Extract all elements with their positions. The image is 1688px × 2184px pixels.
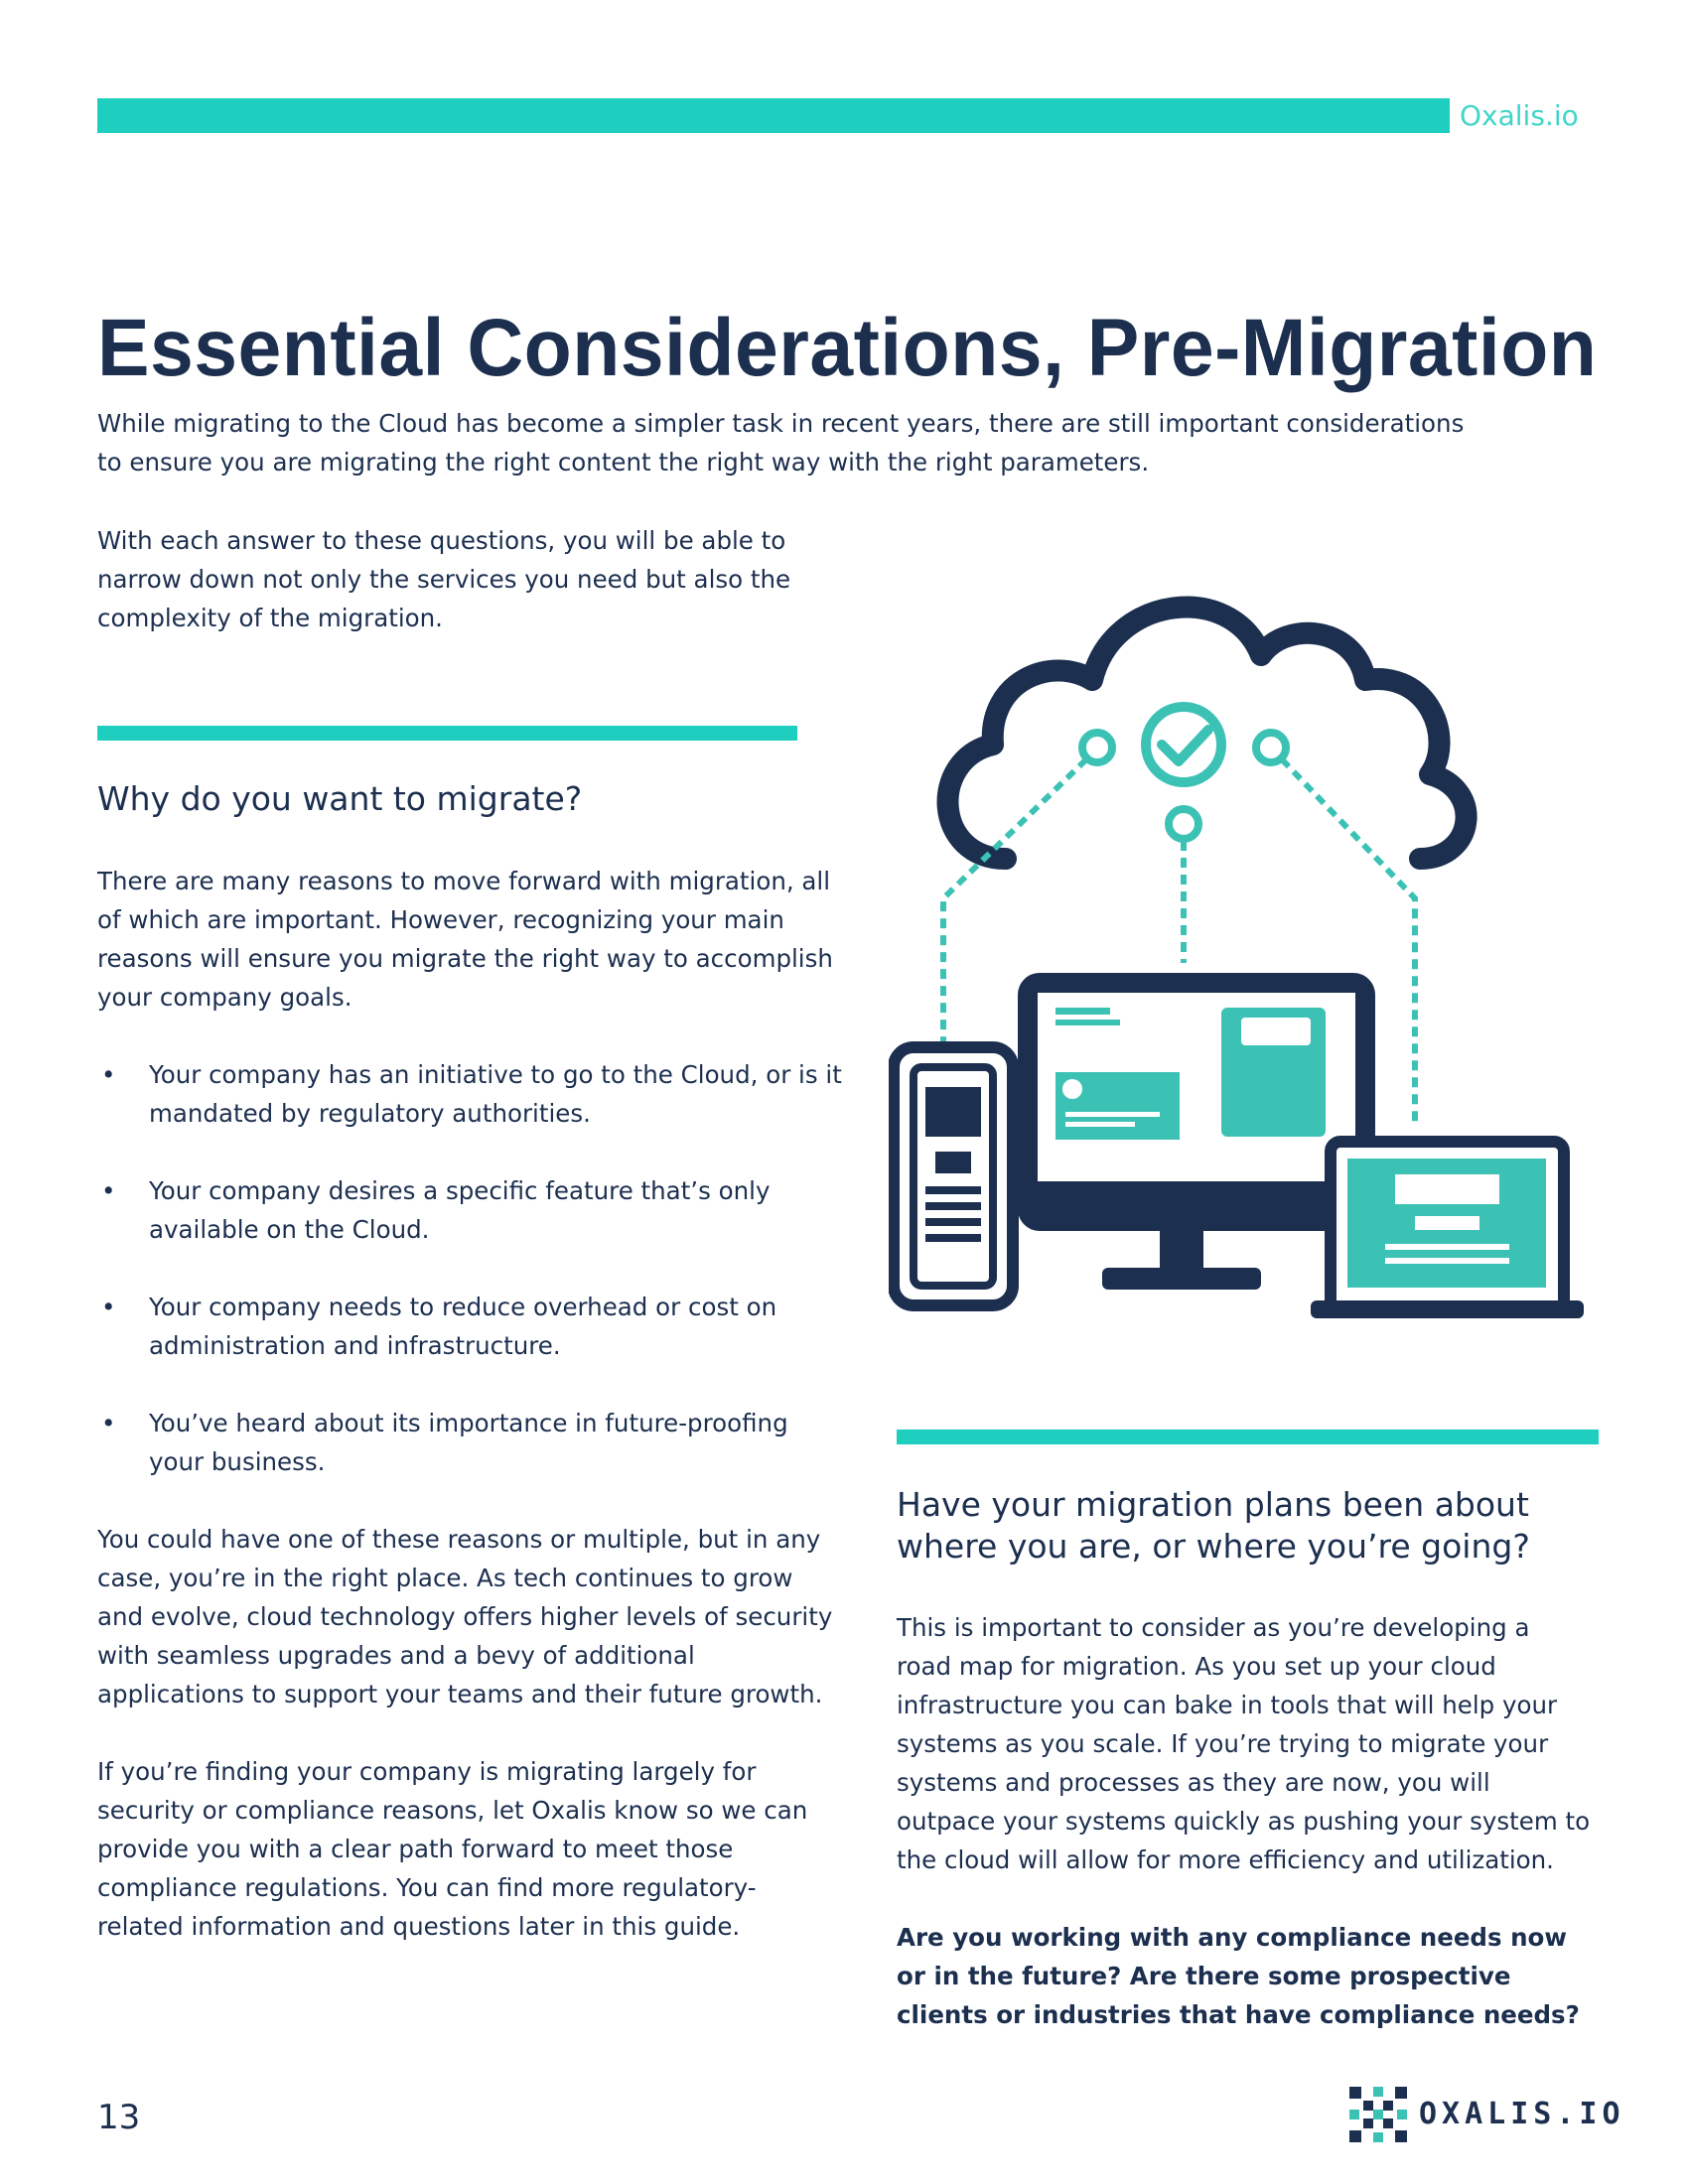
check-circle-icon	[1146, 707, 1221, 782]
node-icon	[1169, 809, 1198, 839]
body-paragraph: This is important to consider as you’re developing a road map for migration. As you set up your cloud infrastructure you can bake in tools that will help your systems as you scale. If you’re trying to migrate your systems and processes as they are now, you will outpace your systems quickly as pushing your system to the cloud will allow for more efficiency and utilization.	[897, 1613, 1591, 1874]
body-paragraph: If you’re finding your company is migrating largely for security or compliance reasons, let Oxalis know so we can provide you with a clear path forward to meet those compliance regulations. You can find more regulatory-related information and questions later in this guide.	[97, 1757, 808, 1941]
bullet-icon: •	[101, 1060, 116, 1089]
list-item: • Your company needs to reduce overhead or cost on administration and infrastructure.	[97, 1288, 842, 1365]
list-item: • You’ve heard about its importance in future-proofing your business.	[97, 1404, 842, 1481]
intro-paragraph: While migrating to the Cloud has become a simpler task in recent years, there are still important considerations to ensure you are migrating the right content the right way with the right parameters.	[97, 409, 1465, 477]
laptop-icon	[1311, 1142, 1584, 1318]
bullet-icon: •	[101, 1176, 116, 1205]
node-icon	[1082, 733, 1112, 762]
node-icon	[1256, 733, 1286, 762]
oxalis-logo-icon	[1347, 2085, 1409, 2144]
intro-paragraph-2: With each answer to these questions, you will be able to narrow down not only the services you need but also the complexity of the migration.	[97, 526, 791, 632]
section-heading-migration-plans: Have your migration plans been about where you are, or where you’re going?	[897, 1485, 1530, 1566]
mobile-device-icon	[894, 1047, 1013, 1305]
body-paragraph: You could have one of these reasons or multiple, but in any case, you’re in the right place. As tech continues to grow and evolve, cloud technology offers higher levels of security with seamless upgrades and a bevy of additional applications to support your teams and their future growth.	[97, 1525, 833, 1708]
list-item: • Your company desires a specific feature that’s only available on the Cloud.	[97, 1171, 842, 1249]
cloud-devices-illustration	[889, 571, 1599, 1330]
section-divider-left	[97, 726, 797, 741]
bullet-icon: •	[101, 1293, 116, 1321]
page-title: Essential Considerations, Pre-Migration	[97, 303, 1598, 393]
header-accent-bar	[97, 98, 1450, 133]
section-heading-why-migrate: Why do you want to migrate?	[97, 779, 583, 818]
list-item: • Your company has an initiative to go to the Cloud, or is it mandated by regulatory authorities.	[97, 1055, 842, 1133]
logo-wordmark: OXALIS.IO	[1419, 2097, 1625, 2131]
body-paragraph: There are many reasons to move forward with migration, all of which are important. However, recognizing your main reasons will ensure you migrate the right way to accomplish your company goals.	[97, 867, 833, 1012]
compliance-question: Are you working with any compliance needs now or in the future? Are there some prospective clients or industries that have compliance needs?	[897, 1923, 1580, 2029]
desktop-monitor-icon	[1018, 973, 1375, 1290]
bullet-icon: •	[101, 1409, 116, 1437]
header-brand: Oxalis.io	[1460, 99, 1579, 132]
reasons-list	[97, 1055, 842, 1481]
page-number: 13	[97, 2098, 141, 2137]
footer-logo	[1347, 2085, 1625, 2144]
section-body-migration-plans	[897, 1608, 1592, 2073]
section-body-why-migrate	[97, 862, 842, 1984]
section-divider-right	[897, 1430, 1599, 1444]
